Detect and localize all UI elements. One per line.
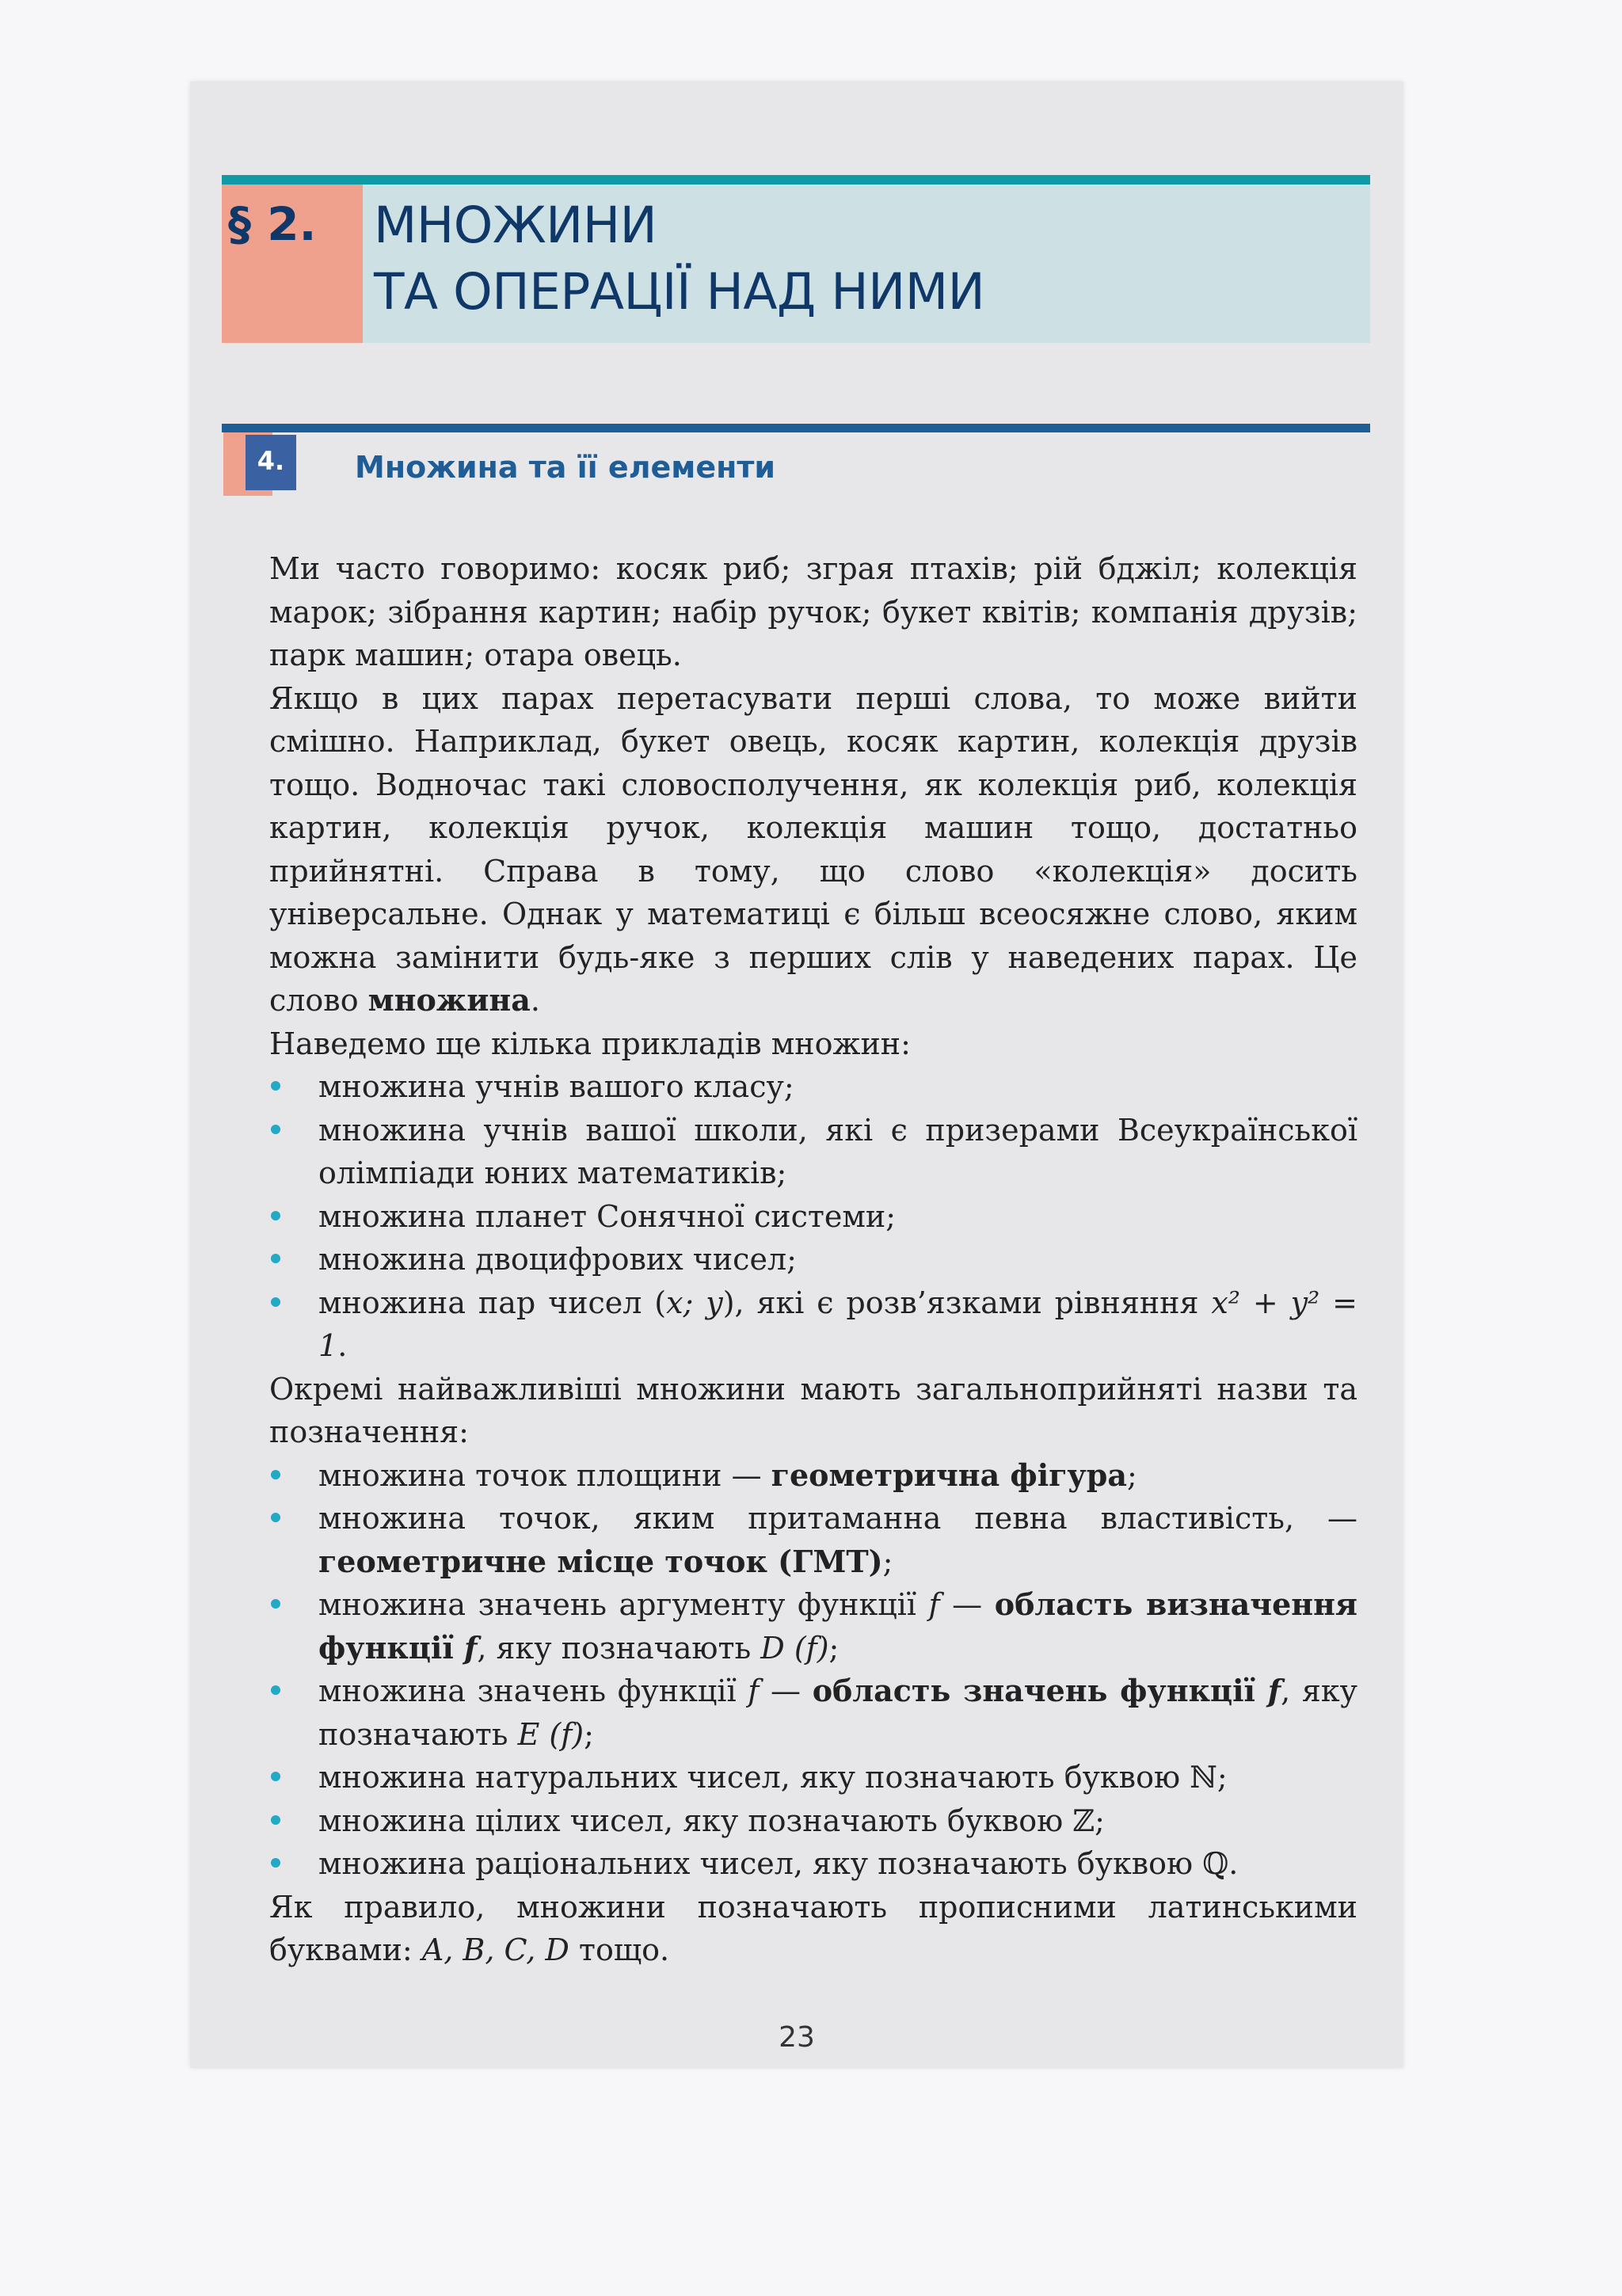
list-item-text: множина раціональних чисел, яку позначають буквою ℚ. — [318, 1846, 1239, 1881]
list-item-end: ; — [882, 1544, 893, 1579]
subsection-rule — [222, 424, 1370, 432]
term-domain: область визначення функції — [318, 1586, 1357, 1666]
list-item-text-cont: , яку позначають — [318, 1673, 1357, 1752]
paragraph-collection-end: . — [530, 983, 540, 1018]
list-item — [269, 1842, 1357, 1886]
section-title-line1: МНОЖИНИ — [374, 196, 657, 254]
list-item-text: множина учнів вашої школи, які є призерами Всеукраїнської олімпіади юних математиків; — [318, 1112, 1357, 1190]
list-item — [269, 1454, 1357, 1498]
paragraph-intro: Ми часто говоримо: косяк риб; зграя птахів; рій бджіл; колекція марок; зібрання картин; набір ручок; букет квітів; компанія друзів; парк машин; отара овець. — [269, 551, 1357, 672]
list-item-text: множина значень функції — [318, 1673, 748, 1708]
subsection-title: Множина та її елементи — [355, 450, 776, 485]
list-item-text-cont: ), які є розв’язками рівняння — [722, 1285, 1212, 1320]
paragraph-notation — [269, 1886, 1357, 1972]
list-item-end: ; — [1126, 1457, 1137, 1493]
math-f: f — [928, 1587, 940, 1622]
list-item-end: ; — [584, 1716, 594, 1752]
term-geometric-figure: геометрична фігура — [771, 1456, 1127, 1493]
paragraph-collection-text: Якщо в цих парах перетасувати перші слова, то може вийти смішно. Наприклад, букет овець, косяк картин, колекція друзів тощо. Водночас такі словосполучення, як колекція риб, колекція картин, колекція ручок, колекція машин тощо, достатньо прийнятні. Справа в тому, що слово «колекція» досить універсальне. Однак у математиці є більш всеосяжне слово, яким можна замінити будь-яке з перших слів у наведених парах. Це слово — [269, 680, 1357, 1018]
list-item-text: множина натуральних чисел, яку позначають буквою ℕ; — [318, 1760, 1228, 1795]
bullet-icon — [271, 1858, 280, 1868]
bullet-icon — [271, 1815, 280, 1825]
bullet-icon — [271, 1470, 280, 1479]
subsection-number: 4. — [246, 435, 296, 490]
examples-list — [269, 1065, 1357, 1368]
list-item-text: множина точок площини — — [318, 1457, 771, 1493]
list-item — [269, 1756, 1357, 1799]
term-range-f: f — [1267, 1673, 1281, 1708]
paragraph-named-sets: Окремі найважливіші множини мають загальноприйняті назви та позначення: — [269, 1371, 1357, 1449]
paragraph-collection — [269, 677, 1357, 1022]
term-locus: геометричне місце точок (ГМТ) — [318, 1543, 883, 1579]
list-item-text: множина учнів вашого класу; — [318, 1069, 794, 1104]
paragraph-notation-end: тощо. — [569, 1932, 670, 1967]
term-range: область значень функції — [812, 1673, 1268, 1708]
math-letters: A, B, C, D — [421, 1932, 569, 1967]
dash: — — [939, 1587, 995, 1622]
dash: — — [759, 1673, 813, 1708]
bullet-icon — [271, 1772, 280, 1781]
bullet-icon — [271, 1513, 280, 1522]
list-item — [269, 1281, 1357, 1368]
page-number: 23 — [779, 2021, 815, 2054]
list-item-text: множина точок, яким притаманна певна властивість, — — [318, 1501, 1357, 1536]
bullet-icon — [271, 1297, 280, 1307]
list-item — [269, 1238, 1357, 1281]
list-item — [269, 1799, 1357, 1843]
bullet-icon — [271, 1211, 280, 1220]
math-equation: x² + y² = 1 — [318, 1285, 1357, 1363]
list-item-text-cont: , яку позначають — [477, 1630, 761, 1666]
list-item — [269, 1109, 1357, 1195]
bullet-icon — [271, 1599, 280, 1609]
textbook-page — [190, 82, 1403, 2068]
bullet-icon — [271, 1081, 280, 1091]
list-item — [269, 1497, 1357, 1583]
list-item-text: множина цілих чисел, яку позначають буквою ℤ; — [318, 1803, 1105, 1838]
section-rule — [222, 175, 1370, 185]
list-item — [269, 1065, 1357, 1109]
bullet-icon — [271, 1254, 280, 1263]
list-item — [269, 1583, 1357, 1670]
list-item-text: множина пар чисел ( — [318, 1285, 667, 1320]
section-title-line2: ТА ОПЕРАЦІЇ НАД НИМИ — [374, 263, 985, 321]
math-f: f — [748, 1673, 760, 1708]
term-set: множина — [367, 982, 531, 1018]
list-item-text: множина значень аргументу функції — [318, 1587, 929, 1622]
section-title — [374, 192, 984, 326]
math-xy: x; y — [666, 1285, 723, 1320]
section-number: § 2. — [228, 197, 317, 251]
list-item — [269, 1670, 1357, 1756]
math-e-arg: (f) — [539, 1716, 584, 1752]
list-item-end: . — [337, 1328, 348, 1363]
list-item — [269, 1195, 1357, 1239]
paragraph-notation-text: Як правило, множини позначають прописними латинськими буквами: — [269, 1889, 1357, 1967]
body-text — [269, 547, 1357, 1972]
math-e: E — [517, 1716, 540, 1752]
math-d-arg: (f) — [784, 1630, 829, 1666]
paragraph-examples-intro: Наведемо ще кілька прикладів множин: — [269, 1026, 911, 1061]
bullet-icon — [271, 1125, 280, 1134]
math-d: D — [760, 1630, 785, 1666]
list-item-end: ; — [828, 1630, 840, 1666]
bullet-icon — [271, 1685, 280, 1695]
term-domain-f: f — [464, 1629, 478, 1666]
list-item-text: множина планет Сонячної системи; — [318, 1198, 897, 1234]
list-item-text: множина двоцифрових чисел; — [318, 1242, 797, 1277]
named-sets-list — [269, 1454, 1357, 1886]
